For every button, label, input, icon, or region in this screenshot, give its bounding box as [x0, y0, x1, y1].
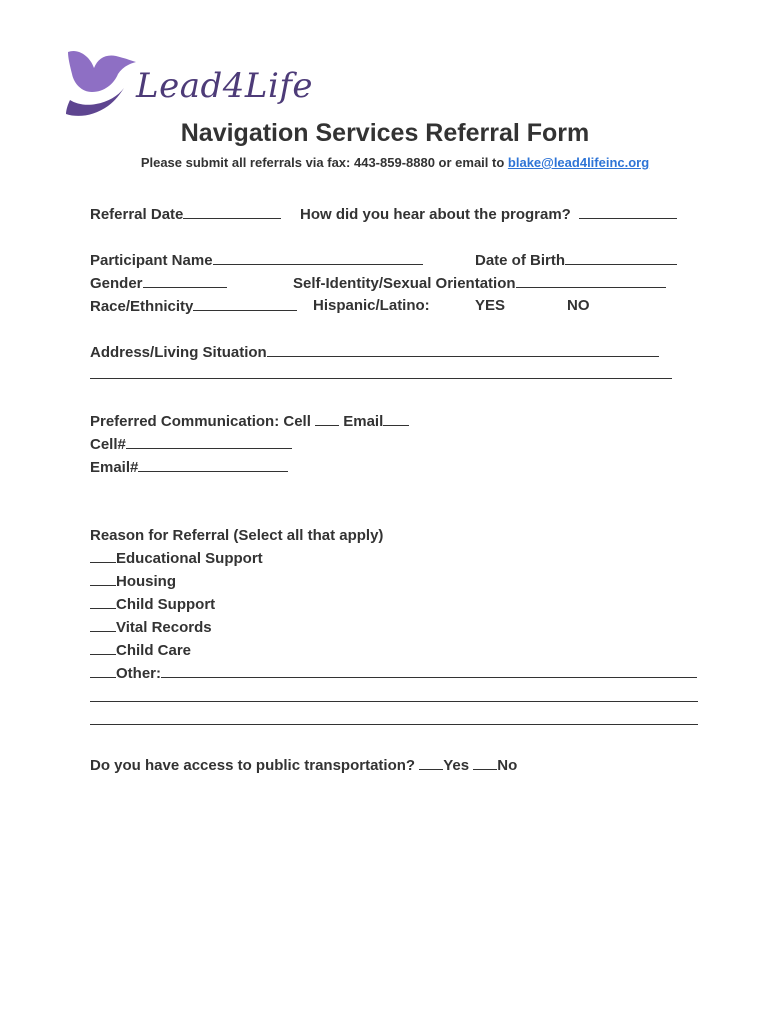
dob-field[interactable]: [565, 251, 677, 265]
cell-number-row: [90, 435, 292, 454]
form-subtitle: [0, 155, 770, 170]
reason-item: [90, 641, 191, 660]
transport-no-blank[interactable]: [473, 756, 497, 770]
hispanic-yes-option[interactable]: YES: [475, 297, 506, 314]
email-option-blank[interactable]: [383, 412, 409, 426]
race-field[interactable]: [193, 297, 297, 311]
referral-date-field[interactable]: [183, 205, 281, 219]
address-line-2[interactable]: [90, 378, 672, 379]
hispanic-no-option[interactable]: NO: [567, 297, 590, 314]
email-option-label: Email: [343, 413, 384, 430]
reason-item-other: [90, 664, 697, 683]
transport-yes-label: Yes: [443, 757, 470, 774]
heard-about-row: [300, 205, 677, 224]
heard-about-label: How did you hear about the program?: [300, 206, 571, 223]
reason-item: [90, 549, 263, 568]
other-line-2[interactable]: [90, 701, 698, 702]
other-field[interactable]: [161, 664, 697, 678]
race-label: Race/Ethnicity: [90, 298, 194, 315]
cell-number-field[interactable]: [126, 435, 292, 449]
reasons-heading: Reason for Referral (Select all that apply): [90, 527, 384, 544]
hispanic-label: Hispanic/Latino:: [313, 297, 430, 314]
transport-question: Do you have access to public transportation?: [90, 757, 416, 774]
reason-label: Child Support: [116, 596, 216, 613]
reason-checkbox[interactable]: [90, 618, 116, 632]
brand-name: Lead4Life: [136, 66, 314, 106]
dob-label: Date of Birth: [475, 252, 565, 269]
transport-no-label: No: [497, 757, 518, 774]
subtitle-text: Please submit all referrals via fax: 443-859-8880 or email to: [140, 155, 508, 170]
email-address-label: Email#: [90, 459, 139, 476]
participant-name-label: Participant Name: [90, 252, 213, 269]
self-identity-label: Self-Identity/Sexual Orientation: [293, 275, 516, 292]
preferred-comm-row: [90, 412, 409, 431]
reason-item: [90, 572, 176, 591]
address-field[interactable]: [267, 343, 659, 357]
form-title: Navigation Services Referral Form: [180, 119, 590, 147]
address-label: Address/Living Situation: [90, 344, 267, 361]
referral-date-row: [90, 205, 281, 224]
dove-hand-icon: [64, 44, 140, 124]
lead4life-logo: [64, 44, 344, 124]
participant-name-row: [90, 251, 423, 270]
dob-row: [475, 251, 677, 270]
reason-checkbox[interactable]: [90, 595, 116, 609]
cell-number-label: Cell#: [90, 436, 126, 453]
reason-checkbox[interactable]: [90, 664, 116, 678]
reason-checkbox[interactable]: [90, 641, 116, 655]
email-link[interactable]: blake@lead4lifeinc.org: [507, 155, 650, 170]
reason-item: [90, 595, 215, 614]
address-row: [90, 343, 659, 362]
reason-checkbox[interactable]: [90, 572, 116, 586]
reason-label: Housing: [116, 573, 176, 590]
self-identity-field[interactable]: [516, 274, 666, 288]
reason-label: Other:: [116, 665, 161, 682]
gender-field[interactable]: [143, 274, 227, 288]
referral-date-label: Referral Date: [90, 206, 184, 223]
self-identity-row: [293, 274, 666, 293]
transport-yes-blank[interactable]: [419, 756, 443, 770]
reason-label: Educational Support: [116, 550, 263, 567]
reason-label: Child Care: [116, 642, 192, 659]
reason-checkbox[interactable]: [90, 549, 116, 563]
reason-label: Vital Records: [116, 619, 212, 636]
other-line-3[interactable]: [90, 724, 698, 725]
participant-name-field[interactable]: [213, 251, 423, 265]
gender-label: Gender: [90, 275, 143, 292]
transport-row: [90, 756, 517, 775]
heard-about-field[interactable]: [579, 205, 677, 219]
race-row: [90, 297, 297, 316]
gender-row: [90, 274, 227, 293]
reason-item: [90, 618, 212, 637]
email-address-field[interactable]: [138, 458, 288, 472]
email-address-row: [90, 458, 288, 477]
cell-option-blank[interactable]: [315, 412, 339, 426]
preferred-comm-label: Preferred Communication: Cell: [90, 413, 311, 430]
